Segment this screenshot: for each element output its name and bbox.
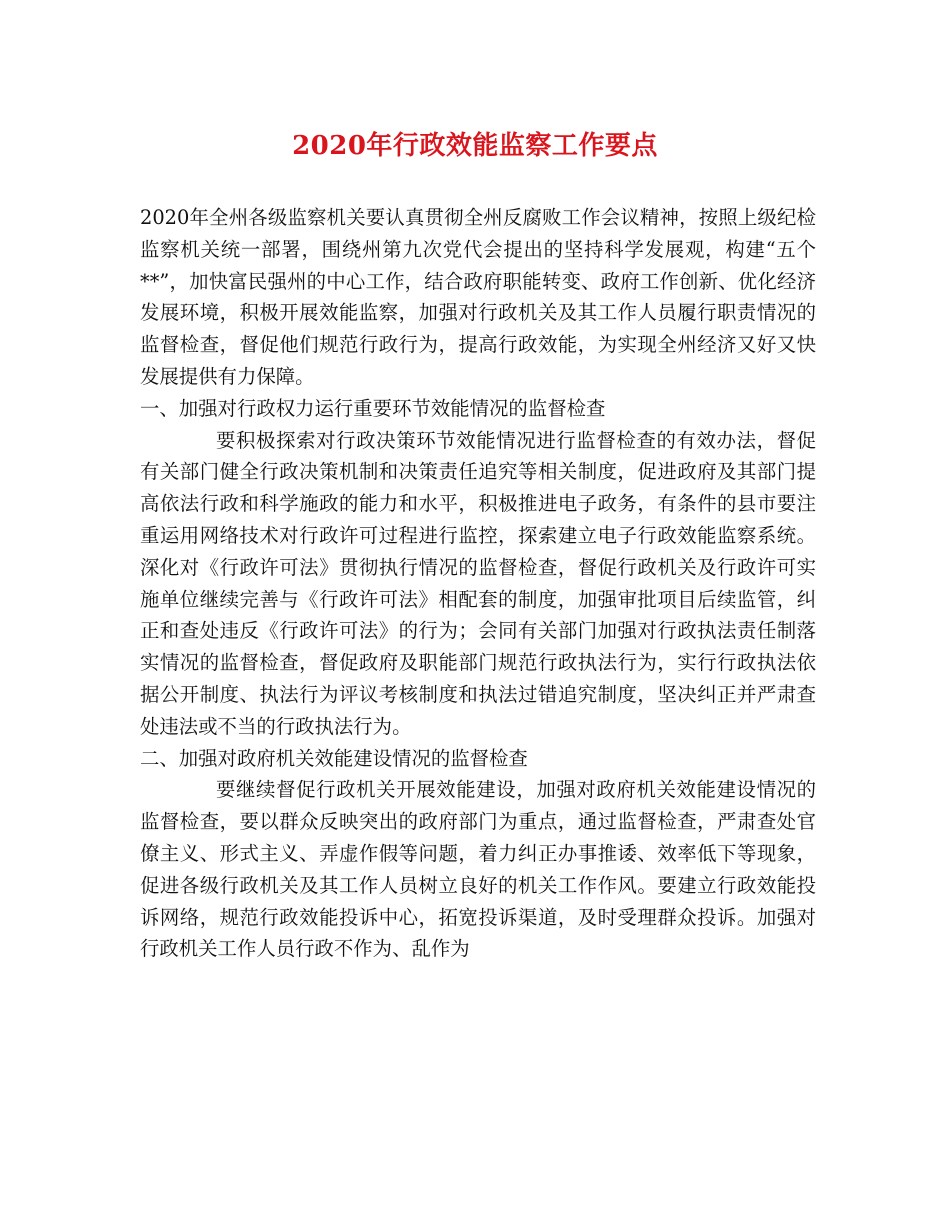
document-body	[140, 202, 816, 965]
section-1-heading: 一、加强对行政权力运行重要环节效能情况的监督检查	[140, 396, 606, 420]
section-1-paragraph: 要积极探索对行政决策环节效能情况进行监督检查的有效办法，督促有关部门健全行政决策机制和决策责任追究等相关制度，促进政府及其部门提高依法行政和科学施政的能力和水平，积极推进电子政务，有条件的县市要注重运用网络技术对行政许可过程进行监控，探索建立电子行政效能监察系统。深化对《行政许可法》贯彻执行情况的监督检查，督促行政机关及行政许可实施单位继续完善与《行政许可法》相配套的制度，加强审批项目后续监管，纠正和查处违反《行政许可法》的行为；会同有关部门加强对行政执法责任制落实情况的监督检查，督促政府及职能部门规范行政执法行为，实行行政执法依据公开制度、执法行为评议考核制度和执法过错追究制度，坚决纠正并严肃查处违法或不当的行政执法行为。	[140, 428, 816, 738]
intro-paragraph: 2020年全州各级监察机关要认真贯彻全州反腐败工作会议精神，按照上级纪检监察机关统一部署，围绕州第九次党代会提出的坚持科学发展观，构建“五个**”，加快富民强州的中心工作，结合政府职能转变、政府工作创新、优化经济发展环境，积极开展效能监察，加强对行政机关及其工作人员履行职责情况的监督检查，督促他们规范行政行为，提高行政效能，为实现全州经济又好又快发展提供有力保障。	[140, 206, 816, 388]
section-2-heading: 二、加强对政府机关效能建设情况的监督检查	[140, 746, 528, 770]
section-2-paragraph: 要继续督促行政机关开展效能建设，加强对政府机关效能建设情况的监督检查，要以群众反映突出的政府部门为重点，通过监督检查，严肃查处官僚主义、形式主义、弄虚作假等问题，着力纠正办事推诿、效率低下等现象，促进各级行政机关及其工作人员树立良好的机关工作作风。要建立行政效能投诉网络，规范行政效能投诉中心，拓宽投诉渠道，及时受理群众投诉。加强对行政机关工作人员行政不作为、乱作为	[140, 778, 816, 961]
document-title: 2020年行政效能监察工作要点	[292, 131, 658, 161]
